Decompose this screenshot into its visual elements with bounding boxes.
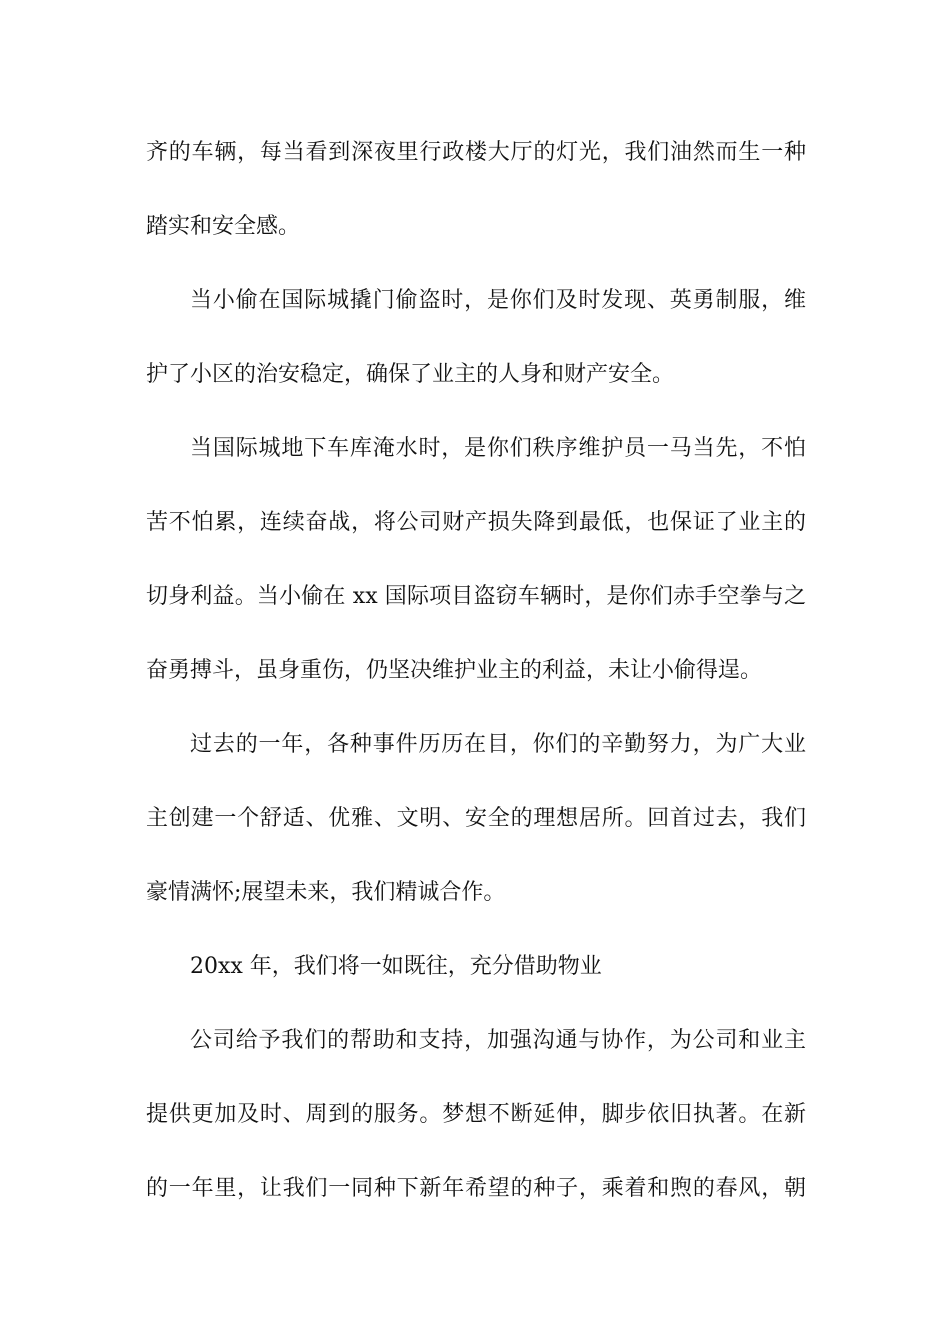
text-line: 护了小区的治安稳定，确保了业主的人身和财产安全。	[146, 362, 675, 387]
text-line: 齐的车辆，每当看到深夜里行政楼大厅的灯光，我们油然而生一种	[146, 140, 806, 165]
text-line: 过去的一年，各种事件历历在目，你们的辛勤努力，为广大业	[190, 732, 806, 757]
text-line: 切身利益。当小偷在 xx 国际项目盗窃车辆时，是你们赤手空拳与之	[146, 584, 806, 609]
text-line: 主创建一个舒适、优雅、文明、安全的理想居所。回首过去，我们	[146, 806, 806, 831]
text-line: 踏实和安全感。	[146, 214, 301, 239]
document-body	[146, 127, 806, 1237]
text-line: 提供更加及时、周到的服务。梦想不断延伸，脚步依旧执著。在新	[146, 1102, 806, 1127]
text-line: 苦不怕累，连续奋战，将公司财产损失降到最低，也保证了业主的	[146, 510, 806, 535]
text-line: 当小偷在国际城撬门偷盗时，是你们及时发现、英勇制服，维	[190, 288, 806, 313]
text-line: 豪情满怀;展望未来，我们精诚合作。	[146, 880, 506, 905]
text-line: 的一年里，让我们一同种下新年希望的种子，乘着和煦的春风，朝	[146, 1176, 806, 1201]
text-line: 当国际城地下车库淹水时，是你们秩序维护员一马当先，不怕	[190, 436, 806, 461]
text-line: 奋勇搏斗，虽身重伤，仍坚决维护业主的利益，未让小偷得逞。	[146, 658, 763, 683]
text-line: 20xx 年，我们将一如既往，充分借助物业	[190, 954, 602, 979]
text-line: 公司给予我们的帮助和支持，加强沟通与协作，为公司和业主	[190, 1028, 806, 1053]
